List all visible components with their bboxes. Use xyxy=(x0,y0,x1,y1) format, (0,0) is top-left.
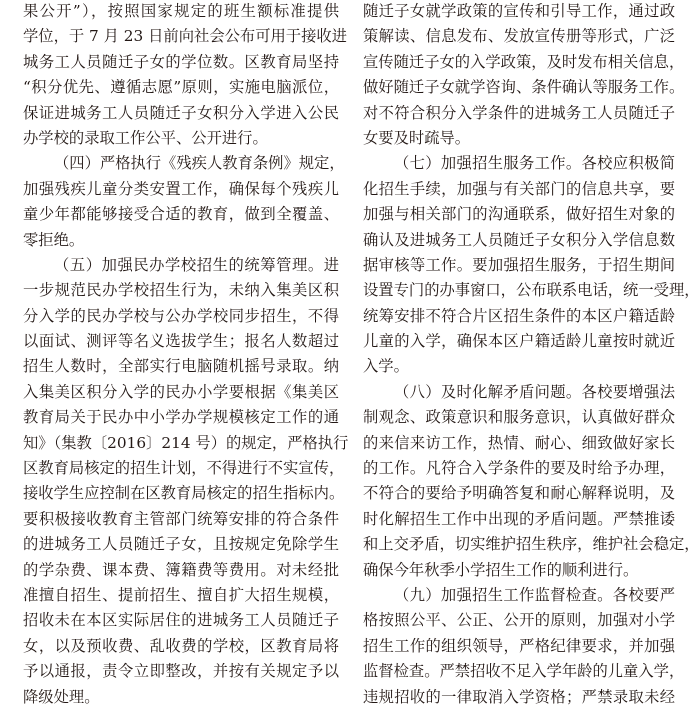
text-line: 统筹安排不符合片区招生条件的本区户籍适龄 xyxy=(363,306,675,325)
text-line: 女要及时疏导。 xyxy=(363,128,471,147)
text-line: 和上交矛盾，切实维护招生秩序，维护社会稳定， xyxy=(363,535,700,554)
text-line: 分入学的民办学校与公办学校同步招生，不得 xyxy=(23,306,339,325)
text-line: 以面试、测评等名义选拔学生；报名人数超过 xyxy=(23,332,339,351)
text-line: 予以通报，责令立即整改，并按有关规定予以 xyxy=(23,662,339,681)
text-line: 童少年都能够接受合适的教育，做到全覆盖、 xyxy=(23,205,339,224)
text-line: 的学杂费、课本费、簿籍费等费用。对未经批 xyxy=(23,560,339,579)
text-line: 制观念、政策意识和服务意识，认真做好群众 xyxy=(363,408,675,427)
text-line: 宣传随迁子女的入学政策，及时发布相关信息， xyxy=(363,52,685,71)
text-line: 区教育局核定的招生计划，不得进行不实宣传， xyxy=(23,459,345,478)
text-line: 的进城务工人员随迁子女，且按规定免除学生 xyxy=(23,535,339,554)
text-line: 时化解招生工作中出现的矛盾问题。严禁推诿 xyxy=(363,509,675,528)
text-line: 违规招收的一律取消入学资格；严禁录取未经 xyxy=(363,687,675,706)
text-line: 入学。 xyxy=(363,357,409,376)
text-line: （五）加强民办学校招生的统筹管理。进 xyxy=(54,255,339,274)
text-line: 学位，于 7 月 23 日前向社会公布可用于接收进 xyxy=(23,27,347,46)
text-line: 教育局关于民办中小学办学规模核定工作的通 xyxy=(23,408,339,427)
text-line: 入集美区积分入学的民办小学要根据《集美区 xyxy=(23,382,339,401)
text-line: 招收未在本区实际居住的进城务工人员随迁子 xyxy=(23,611,339,630)
left-text-column xyxy=(23,0,349,710)
text-line: 准擅自招生、提前招生、擅自扩大招生规模， xyxy=(23,585,339,604)
text-line: 女，以及预收费、乱收费的学校，区教育局将 xyxy=(23,636,339,655)
text-line: 设置专门的办事窗口，公布联系电话，统一受理， xyxy=(363,281,700,300)
text-line: 随迁子女就学政策的宣传和引导工作，通过政 xyxy=(363,2,675,20)
text-line: 保证进城务工人员随迁子女积分入学进入公民 xyxy=(23,103,339,122)
text-line: （九）加强招生工作监督检查。各校要严 xyxy=(394,585,675,604)
text-line: （八）及时化解矛盾问题。各校要增强法 xyxy=(394,382,675,401)
text-line: 据审核等工作。要加强招生服务，于招生期间 xyxy=(363,255,675,274)
text-line: 监督检查。严禁招收不足入学年龄的儿童入学， xyxy=(363,662,685,681)
text-line: 确保今年秋季小学招生工作的顺利进行。 xyxy=(363,560,639,579)
text-line: 知》（集教〔2016〕214 号）的规定，严格执行 xyxy=(23,433,349,452)
text-line: 招生工作的组织领导，严格纪律要求，并加强 xyxy=(363,636,675,655)
text-line: 的来信来访工作，热情、耐心、细致做好家长 xyxy=(363,433,675,452)
text-line: 加强残疾儿童分类安置工作，确保每个残疾儿 xyxy=(23,179,339,198)
text-line: 做好随迁子女就学咨询、条件确认等服务工作。 xyxy=(363,78,685,97)
text-line: 的工作。凡符合入学条件的要及时给予办理， xyxy=(363,459,675,478)
text-line: 一步规范民办学校招生行为，未纳入集美区积 xyxy=(23,281,339,300)
text-line: 加强与相关部门的沟通联系，做好招生对象的 xyxy=(363,205,675,224)
text-line: 策解读、信息发布、发放宣传册等形式，广泛 xyxy=(363,27,675,46)
text-line: （四）严格执行《残疾人教育条例》规定， xyxy=(54,154,345,173)
text-line: 不符合的要给予明确答复和耐心解释说明，及 xyxy=(363,484,675,503)
text-line: “积分优先、遵循志愿”原则，实施电脑派位， xyxy=(23,78,339,97)
text-line: 化招生手续，加强与有关部门的信息共享，要 xyxy=(363,179,675,198)
text-line: 儿童的入学，确保本区户籍适龄儿童按时就近 xyxy=(363,332,675,351)
text-line: 对不符合积分入学条件的进城务工人员随迁子 xyxy=(363,103,675,122)
text-line: （七）加强招生服务工作。各校应积极简 xyxy=(394,154,675,173)
text-line: 要积极接收教育主管部门统筹安排的符合条件 xyxy=(23,509,339,528)
text-line: 城务工人员随迁子女的学位数。区教育局坚持 xyxy=(23,52,339,71)
text-line: 招生人数时，全部实行电脑随机摇号录取。纳 xyxy=(23,357,339,376)
text-line: 果公开”），按照国家规定的班生额标准提供 xyxy=(23,2,339,20)
text-line: 零拒绝。 xyxy=(23,230,85,249)
text-line: 降级处理。 xyxy=(23,687,100,706)
text-line: 确认及进城务工人员随迁子女积分入学信息数 xyxy=(363,230,675,249)
text-line: 办学校的录取工作公平、公开进行。 xyxy=(23,128,268,147)
right-text-column xyxy=(363,0,700,710)
text-line: 格按照公平、公正、公开的原则，加强对小学 xyxy=(363,611,675,630)
text-line: 接收学生应控制在区教育局核定的招生指标内。 xyxy=(23,484,345,503)
